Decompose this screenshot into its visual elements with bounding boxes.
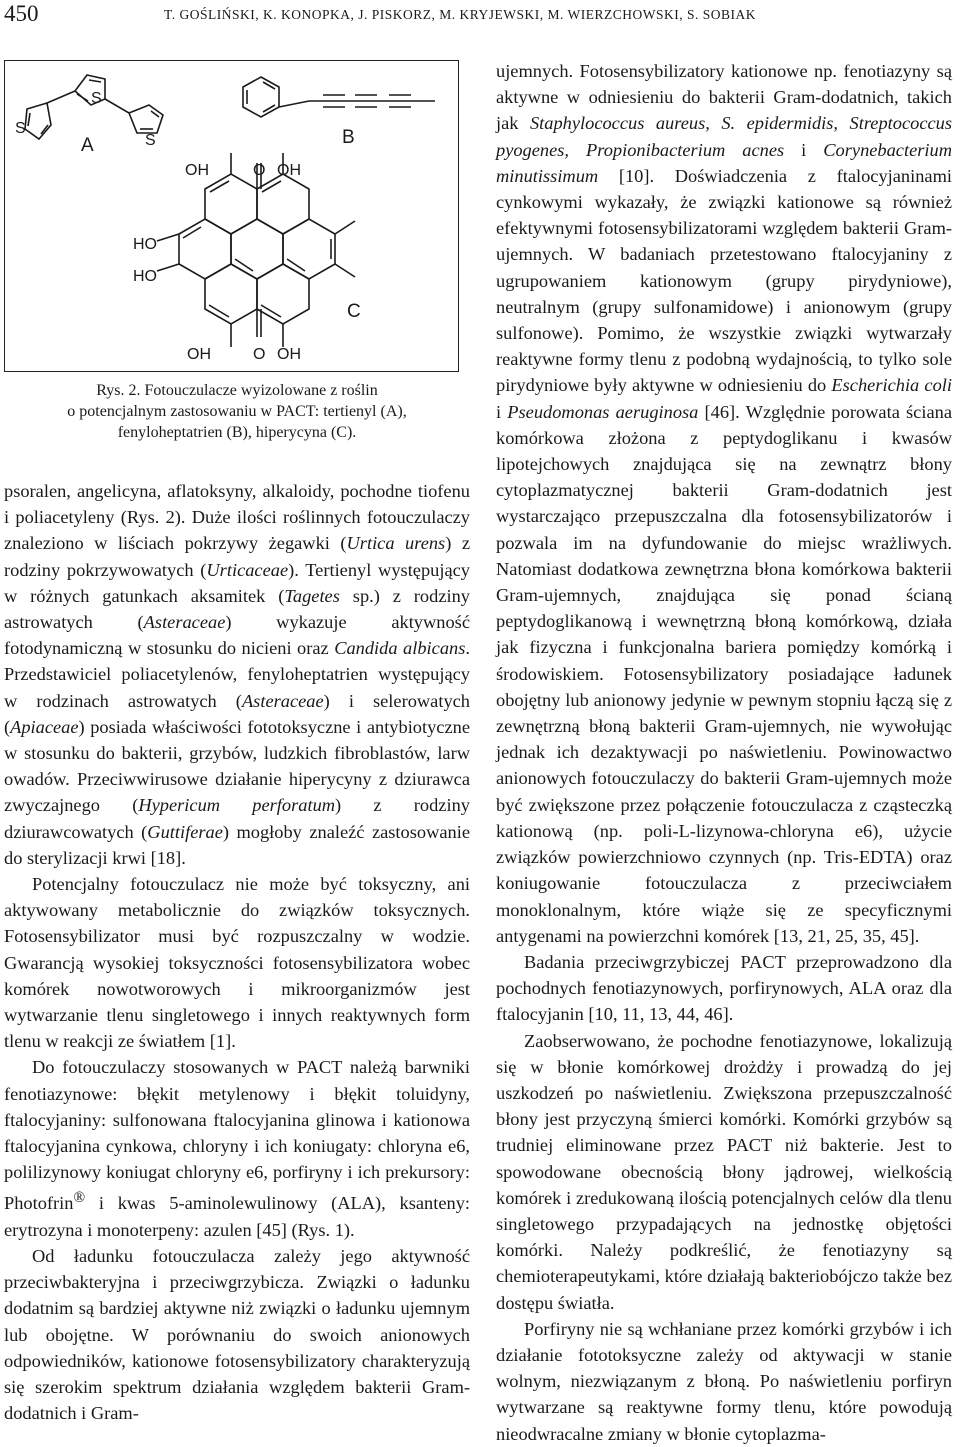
- atom-ho-1: HO: [133, 236, 157, 253]
- atom-oh-top-right: OH: [277, 162, 301, 179]
- left-paragraph-3: Do fotouczulaczy stosowanych w PACT należą barwniki fenotiazynowe: błękit metylenowy i błękit toluidyny, ftalocyjaniny: sulfonowana ftalocyjanina glinowa i kationowa ftalocyjanina cynkowa, chloryny i ich koniugaty: chloryna e6, polilizynowy koniugat chloryny e6, porfiryny i ich prekursory: Photofrin® i kwas 5-aminolewulinowy (ALA), ksanteny: erytrozyna i monoterpeny: azulen [45] (Rys. 1).: [4, 1057, 470, 1240]
- running-authors: T. GOŚLIŃSKI, K. KONOPKA, J. PISKORZ, M. KRYJEWSKI, M. WIERZCHOWSKI, S. SOBIAK: [164, 7, 757, 22]
- atom-oh-bottom-right: OH: [277, 346, 301, 363]
- right-paragraph-3: Zaobserwowano, że pochodne fenotiazynowe, lokalizują się w błonie komórkowej drożdży i prowadzą do jej uszkodzeń po naświetleniu. Zwiększona przepuszczalność błony jest przyczyną śmierci komórki. Komórki grzybów są trudniej eliminowane przez PACT niż bakterie. Jest to spowodowane obecnością błony jądrowej, wielkością komórek i zredukowaną ilością potencjalnych celów dla tlenu singletowego przypadających na jednostkę objętości komórki. Należy podkreślić, że fenotiazyny są chemioterapeutykami, które działają bakteriobójczo także bez dostępu światła.: [496, 1030, 952, 1313]
- label-c: C: [347, 301, 361, 322]
- atom-s-2: S: [91, 90, 102, 107]
- atom-oh-bottom-left: OH: [187, 346, 211, 363]
- atom-s-3: S: [145, 132, 156, 149]
- terthiophene-structure: [25, 75, 163, 139]
- figure-structures: [4, 60, 459, 372]
- running-header: [4, 0, 956, 30]
- atom-o-top: O: [253, 162, 266, 179]
- left-paragraph-1: psoralen, angelicyna, aflatoksyny, alkaloidy, pochodne tiofenu i poliacetyleny (Rys. 2). Duże ilości roślinnych fotouczulaczy znaleziono w liściach pokrzywy żegawki (Urtica urens) z rodziny pokrzywowatych (Urticaceae). Tertienyl występujący w różnych gatunkach aksamitek (Tagetes sp.) z rodziny astrowatych (Asteraceae) wykazuje aktywność fotodynamiczną w stosunku do nicieni oraz Candida albicans. Przedstawiciel poliacetylenów, fenyloheptatrien występujący w rodzinach astrowatych (Asteraceae) i selerowatych (Apiaceae) posiada właściwości fototoksyczne i antybiotyczne w stosunku do bakterii, grzybów, ludzkich fibroblastów, larw owadów. Przeciwwirusowe działanie hiperycyny z dziurawca zwyczajnego (Hypericum perforatum) z rodziny dziurawcowatych (Guttiferae) mogłoby znaleźć zastosowanie do sterylizacji krwi [18].: [4, 481, 470, 868]
- right-column: [496, 58, 952, 1447]
- caption-line-1: Rys. 2. Fotouczulacze wyizolowane z roślin: [96, 382, 378, 399]
- left-column: [4, 478, 470, 1426]
- left-paragraph-4: Od ładunku fotouczulacza zależy jego aktywność przeciwbakteryjna i przeciwgrzybicza. Związki o ładunku dodatnim są bardziej aktywne niż związki o ładunku ujemnym lub obojętne. W porównaniu do swoich anionowych odpowiedników, kationowe fotosensybilizatory charakteryzują się szerokim spektrum działania względem bakterii Gram-dodatnich i Gram-: [4, 1246, 470, 1424]
- hypericin-structure: [157, 153, 355, 347]
- figure-caption: [4, 380, 470, 443]
- atom-oh-top-left: OH: [185, 162, 209, 179]
- left-paragraph-2: Potencjalny fotouczulacz nie może być toksyczny, ani aktywowany metabolicznie do związków toksycznych. Fotosensybilizator musi być rozpuszczalny w wodzie. Gwarancją wysokiej toksyczności fotosensybilizatora wobec komórek nowotworowych i mikroorganizmów jest wytwarzanie tlenu singletowego i innych reaktywnych form tlenu w reakcji ze światłem [1].: [4, 874, 470, 1052]
- right-paragraph-1: ujemnych. Fotosensybilizatory kationowe np. fenotiazyny są aktywne w odniesieniu do bakterii Gram-dodatnich, takich jak Staphylococcus aureus, S. epidermidis, Streptococcus pyogenes, Propionibacterium acnes i Corynebacterium minutissimum [10]. Doświadczenia z ftalocyjaninami cynkowymi wykazały, że związki kationowe są również efektywnymi fotosensybilizatorami względem bakterii Gram-ujemnych. W badaniach przetestowano ftalocyjaniny z ugrupowaniem kationowym (grupy pirydyniowe), neutralnym (grupy sulfonamidowe) i anionowym (grupy sulfonowe). Pomimo, że wszystkie związki wytwarzały reaktywne formy tlenu z podobną wydajnością, to tylko sole pirydyniowe były aktywne w odniesieniu do Escherichia coli i Pseudomonas aeruginosa [46]. Względnie porowata ściana komórkowa złożona z peptydoglikanu i kwasów lipotejchowych znajdująca się na zewnątrz błony cytoplazmatycznej bakterii Gram-dodatnich jest wystarczająco przepuszczalna dla fotosensybilizatorów i pozwala im na dyfundowanie do miejsc wrażliwych. Natomiast dodatkowa zewnętrzna błona komórkowa bakterii Gram-ujemnych, znajdująca się ponad ścianą peptydoglikanową i wewnętrzną błoną komórkową, działa jak fizyczna i funkcjonalna bariera pomiędzy komórką i środowiskiem. Fotosensybilizatory posiadające ładunek obojętny lub anionowy jedynie w pewnym stopniu łączą się z zewnętrzną błoną bakterii Gram-ujemnych, nie wywołując jednak ich dezaktywacji po naświetleniu. Powinowactwo anionowych fotouczulaczy do bakterii Gram-ujemnych może być zwiększone przez połączenie fotouczulacza z cząsteczką kationową (np. poli-L-lizynowa-chloryna e6), użycie związków powierzchniowo czynnych (np. Tris-EDTA) oraz koniugowanie fotouczulacza z przeciwciałem monoklonalnym, które wiąże się ze specyficznymi antygenami na powierzchni komórek [13, 21, 25, 35, 45].: [496, 61, 952, 946]
- right-paragraph-2: Badania przeciwgrzybiczej PACT przeprowadzono dla pochodnych fenotiazynowych, porfirynowych, ALA oraz dla ftalocyjanin [10, 11, 13, 44, 46].: [496, 951, 952, 1025]
- atom-ho-2: HO: [133, 268, 157, 285]
- registered-mark: ®: [73, 1189, 86, 1207]
- atom-s-1: S: [15, 120, 26, 137]
- atom-o-bottom: O: [253, 346, 266, 363]
- label-a: A: [81, 135, 94, 156]
- caption-line-3: fenyloheptatrien (B), hiperycyna (C).: [117, 424, 357, 441]
- page-number: 450: [4, 1, 39, 26]
- caption-line-2: o potencjalnym zastosowaniu w PACT: tertienyl (A),: [67, 403, 407, 420]
- phenylheptatriene-structure: [243, 77, 435, 117]
- label-b: B: [342, 127, 355, 148]
- chemical-structures-drawing: [5, 61, 458, 371]
- right-paragraph-4: Porfiryny nie są wchłaniane przez komórki grzybów i ich działanie fototoksyczne zależy od aktywacji w stanie wolnym, niezwiązanym z błoną. Po naświetleniu porfiryn wytwarzane są reaktywne formy tlenu, które powodują nieodwracalne zmiany w błonie cytoplazma-: [496, 1318, 952, 1444]
